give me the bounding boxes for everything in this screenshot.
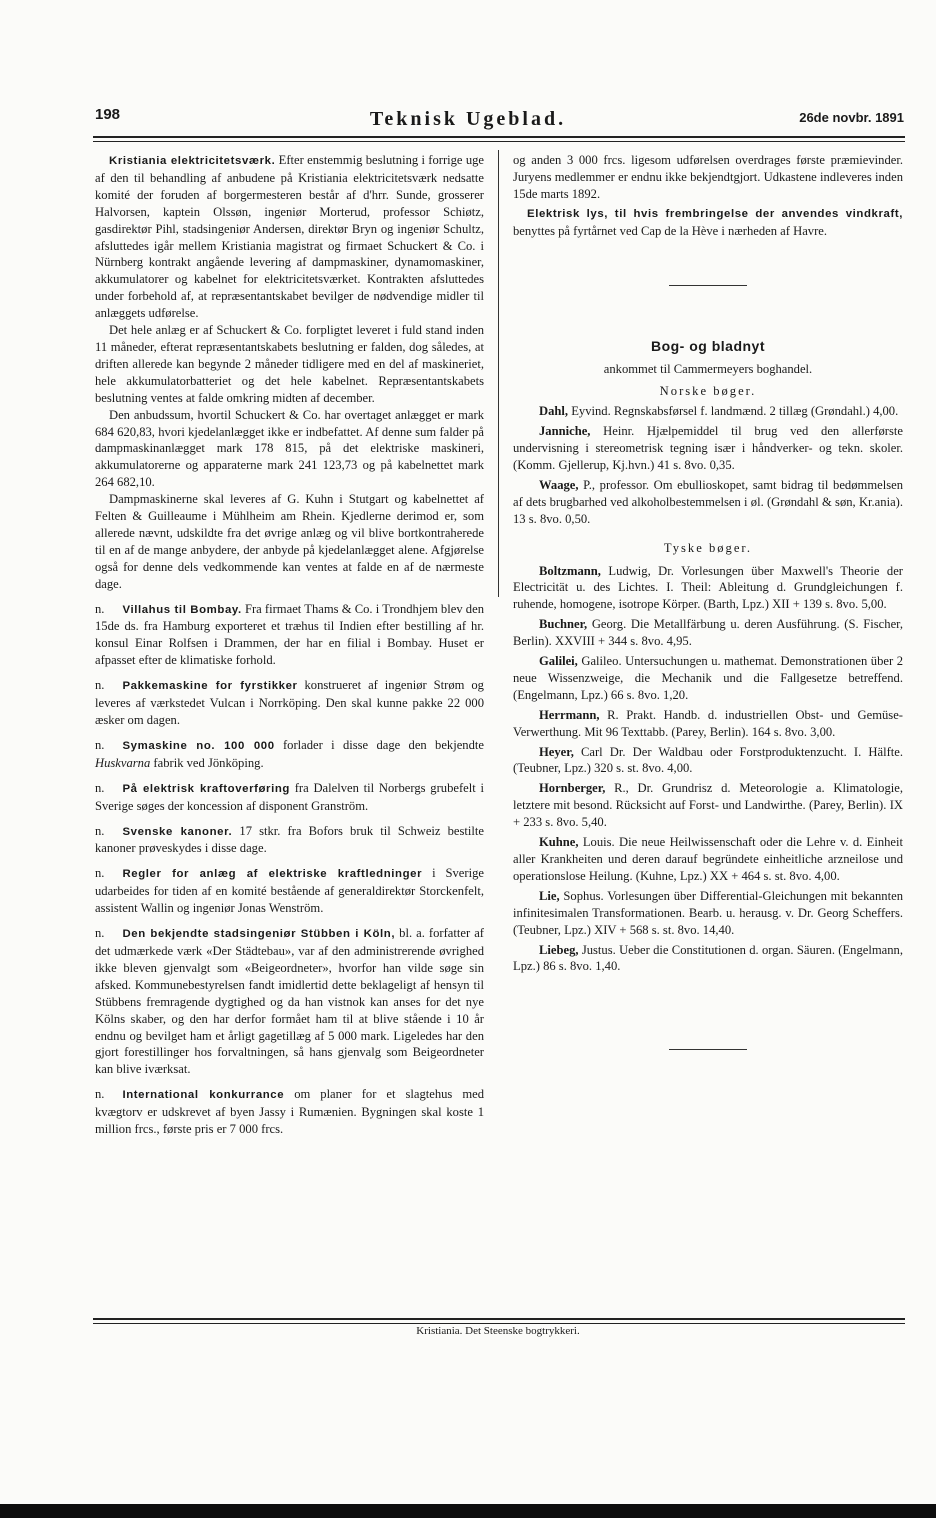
article-prefix: n. — [95, 601, 105, 616]
article-villahus — [95, 601, 484, 670]
book-details: Heinr. Hjælpemiddel til brug ved den allerførste undervisning i stereometrisk tegning især i håndverker- og tekn. skoler. (Komm. Gjellerup, Kj.hvn.) 41 s. 8vo. 0,35. — [513, 424, 903, 472]
column-separator — [498, 150, 499, 597]
article-title: Elektrisk lys, til hvis frembringelse der anvendes vindkraft, — [527, 207, 903, 220]
article-title: Den bekjendte stadsingeniør Stübben i Köln, — [122, 928, 396, 941]
article-text: konstrueret af ingeniør Strøm og leveres af værkstedet Vulcan i Norrköping. Den skal kunne pakke 22 000 æsker om dagen. — [95, 678, 484, 727]
article-title: Regler for anlæg af elektriske kraftledninger — [122, 868, 423, 881]
section-subtitle: ankommet til Cammermeyers boghandel. — [603, 362, 813, 377]
article-text-after: fabrik ved Jönköping. — [153, 755, 264, 770]
article-prefix: n. — [95, 823, 105, 838]
book-author: Liebeg, — [539, 942, 579, 957]
book-details: P., professor. Om ebullioskopet, samt bidrag til bedømmelsen af dets brugbarhed ved alkoholbestemmelsen i øl. (Grøndahl & søn, Kr.ania). 13 s. 8vo. 0,50. — [513, 477, 903, 526]
book-entry — [513, 653, 903, 704]
right-column — [513, 152, 903, 1050]
norske-heading: Norske bøger. — [659, 384, 757, 399]
book-author: Galilei, — [539, 654, 578, 669]
book-author: Dahl, — [539, 404, 569, 419]
article-title: Svenske kanoner. — [122, 825, 233, 838]
book-details: Carl Dr. Der Waldbau oder Forstproduktenzucht. I. Hälfte. (Teubner, Lpz.) 320 s. st. 8vo. 4,00. — [513, 744, 903, 776]
article-prefix: n. — [95, 1087, 105, 1102]
header-rule-thin — [93, 141, 905, 142]
divider-rule — [669, 1049, 747, 1050]
book-author: Heyer, — [539, 744, 574, 759]
article-text: i Sverige udarbeides for tiden af en komité bestående af generaldirektør Storckenfelt, assistent Wallin og ingeniør Jonas Wenström. — [95, 866, 484, 916]
book-entry — [513, 780, 903, 831]
article-kristiania — [95, 152, 484, 322]
book-entry — [513, 707, 903, 741]
book-details: Galileo. Untersuchungen u. mathemat. Demonstrationen über 2 neue Wissenzweige, die Mechanik und die Fallgesetze betreffend. (Engelmann, Lpz.) 66 s. 8vo. 1,20. — [513, 654, 903, 702]
article-text: Fra firmaet Thams & Co. i Trondhjem blev den 15de ds. fra Hamburg exporteret et træhus til Indien efter bestilling af hr. konsul Einar Rolfsen i Drammen, der har en filial i Bombay. Huset er afpasset efter de klimatiske forhold. — [95, 601, 484, 668]
book-author: Waage, — [539, 477, 579, 492]
issue-date: 26de novbr. 1891 — [799, 110, 904, 125]
article-regler — [95, 865, 484, 917]
article-prefix: n. — [95, 926, 105, 941]
book-author: Boltzmann, — [539, 563, 601, 578]
book-author: Kuhne, — [539, 835, 579, 850]
article-prefix: n. — [95, 737, 105, 752]
book-details: R. Prakt. Handb. d. industriellen Obst- und Gemüse-Verwerthung. Mit 96 Texttabb. (Parey, Berlin). 164 s. 8vo. 3,00. — [513, 707, 903, 739]
book-details: Eyvind. Regnskabsførsel f. landmænd. 2 tillæg (Grøndahl.) 4,00. — [571, 404, 899, 419]
article-prefix: n. — [95, 678, 105, 693]
footer-rule-thick — [93, 1318, 905, 1320]
tyske-heading: Tyske bøger. — [663, 540, 753, 555]
book-entry — [513, 563, 903, 614]
book-entry — [513, 744, 903, 778]
masthead — [0, 108, 936, 131]
article-title: Symaskine no. 100 000 — [122, 739, 275, 752]
book-details: Sophus. Vorlesungen über Differential-Gleichungen mit bekannten infinitesimalen Transformationen. Bearb. u. herausg. v. Dr. Georg Scheffers. (Teubner, Lpz.) XIV + 568 s. st. 8vo. 14,40. — [513, 888, 903, 937]
article-italic: Huskvarna — [95, 755, 151, 770]
book-author: Janniche, — [539, 424, 591, 439]
printer-imprint: Kristiania. Det Steenske bogtrykkeri. — [416, 1325, 580, 1337]
article-text: Efter enstemmig beslutning i forrige uge af den til behandling af anbudene på Kristiania elektricitetsværk nedsatte komité der foruden af borgermesteren består af d'hrr. Sunde, grosserer Halvorsen, kaptein Olssøn, ingeniør Morterud, professor Schiøtz, gasdirektør Pihl, stadsingeniør Andersen, direktør Bryn og ingeniør Schultz, afsluttedes igår mellem Kristiania magistrat og firmaet Schuckert & Co. i Nürnberg kontrakt angående levering af dampmaskiner, dynamomaskiner, akkumulatorer og kabelnet for elektricitetsværket. Kontrakten afsluttedes under forbehold af, at repræsentantskabet bevilger de nødvendige midler til anlæggets udførelse. — [95, 153, 485, 321]
masthead-title: Teknisk Ugeblad. — [369, 108, 567, 130]
article-continuation: og anden 3 000 frcs. ligesom udførelsen overdrages første præmievinder. Juryens medlemmer er endnu ikke bekjendtgjort. Udkastene indleveres inden 15de marts 1892. — [513, 153, 903, 201]
article-text: 17 stkr. fra Bofors bruk til Schweiz bestilte kanoner prøveskydes i disse dage. — [95, 823, 485, 856]
article-pakkemaskine — [95, 677, 484, 729]
book-entry — [513, 834, 903, 885]
book-details: Louis. Die neue Heilwissenschaft oder die Lehre v. d. Einheit aller Krankheiten und deren darauf begründete einheitliche arzneilose und operationslose Heilung. (Kuhne, Lpz.) XX + 464 s. st. 8vo. 4,00. — [513, 835, 903, 883]
article-text: bl. a. forfatter af det udmærkede værk «Der Städtebau», var af den administrerende øvrighed ikke bleven gjenvalgt som «Beigeordneter», hvorfor han vilde søge sin afsked. Kommunebestyrelsen fandt imidlertid dette beklageligt af hensyn til Stübbens fremragende dygtighed og da han vistnok kan anses for det nye Kölns skaber, og den har derfor formået ham til at blive stående i 10 år endnu og bevilget ham et årligt gagetillæg af 5 000 mark. Ligeledes har den gjort forestillinger hos forvaltningen, så hans gjenvalg som Beigeordneter kan blive iværksat. — [95, 926, 484, 1077]
book-author: Buchner, — [539, 617, 588, 632]
divider-rule — [669, 285, 747, 286]
article-paragraph: Den anbudssum, hvortil Schuckert & Co. har overtaget anlægget er mark 684 620,83, hvori kjedelanlægget ikke er indbefattet. Af denne sum falder på dampmaskinanlægget mark 178 815, på det elektriske maskineri, akkumulatorerne og apparaterne mark 241 123,73 og på kabelnettet mark 264 682,10. — [95, 407, 484, 490]
scan-edge-band — [0, 1504, 936, 1518]
article-title: Kristiania elektricitetsværk. — [109, 155, 276, 167]
article-kraftoverforing — [95, 780, 484, 815]
book-details: Justus. Ueber die Constitutionen d. organ. Säuren. (Engelmann, Lpz.) 86 s. 8vo. 1,40. — [513, 942, 903, 974]
section-title: Bog- og bladnyt — [650, 337, 766, 354]
book-entry — [513, 477, 903, 528]
article-stubben — [95, 925, 484, 1078]
book-details: R., Dr. Grundrisz d. Meteorologie a. Klimatologie, letztere mit besond. Rücksicht auf Forst- und Landwirthe. (Parey, Berlin). IX + 233 s. 8vo. 5,40. — [513, 781, 903, 830]
book-author: Lie, — [539, 888, 560, 903]
article-title: International konkurrance — [122, 1089, 285, 1102]
page-number: 198 — [95, 106, 121, 123]
article-text: benyttes på fyrtårnet ved Cap de la Hève i nærheden af Havre. — [513, 223, 828, 238]
book-entry — [513, 403, 903, 420]
book-entry — [513, 888, 903, 939]
article-text: fra Dalelven til Norbergs grubefelt i Sverige søges der koncession af disponent Granström. — [95, 780, 484, 813]
footer-rule-thin — [93, 1323, 905, 1324]
book-details: Georg. Die Metallfärbung u. deren Ausführung. (S. Fischer, Berlin). XXVIII + 344 s. 8vo. 4,95. — [513, 617, 903, 649]
book-entry — [513, 616, 903, 650]
article-text: forlader i disse dage den bekjendte — [282, 737, 484, 752]
header-rule-thick — [93, 136, 905, 138]
book-details: Ludwig, Dr. Vorlesungen über Maxwell's Theorie der Electricität u. des Lichtes. I. Theil: Ableitung d. Grundgleichungen f. ruhende, homogene, isotrope Körper. (Barth, Lpz.) XII + 139 s. 8vo. 5,00. — [513, 563, 903, 612]
article-title: Villahus til Bombay. — [122, 603, 242, 616]
article-elektrisk-lys — [513, 205, 903, 240]
article-kanoner — [95, 823, 484, 858]
article-text: om planer for et slagtehus med kvægtorv er udskrevet af byen Jassy i Rumænien. Bygningen skal koste 1 million frcs., første pris er 7 000 frcs. — [95, 1087, 484, 1137]
article-paragraph: Dampmaskinerne skal leveres af G. Kuhn i Stutgart og kabelnettet af Felten & Guilleaume i Mühlheim am Rhein. Kjedlerne derimod er, som allerede nævnt, udskildte fra det øvrige anlæg og vil blive bortkontraherede til en af de mange anbydere, der anbyde på kjedelanlægget alene. Afgjørelse også for denne dels vedkommende kan ventes at falde en af de nærmeste dage. — [95, 492, 484, 591]
left-column — [95, 152, 484, 1138]
book-entry — [513, 423, 903, 474]
article-title: På elektrisk kraftoverføring — [122, 782, 290, 795]
article-title: Pakkemaskine for fyrstikker — [122, 680, 298, 693]
book-author: Hornberger, — [539, 781, 606, 796]
book-entry — [513, 942, 903, 976]
article-prefix: n. — [95, 780, 105, 795]
article-prefix: n. — [95, 866, 105, 881]
book-author: Herrmann, — [539, 707, 600, 722]
article-paragraph: Det hele anlæg er af Schuckert & Co. forpligtet leveret i fuld stand inden 11 måneder, efterat repræsentantskabets beslutning er falden, dog således, at driften allerede kan begynde 2 måneder tidligere med en del af maskineriet, hele akkumulatorbatteriet og det hele kabelnet. Repræsentantskabets beslutning ventes at falde omkring midten af december. — [95, 323, 484, 405]
article-konkurrance — [95, 1086, 484, 1138]
article-symaskine — [95, 737, 484, 772]
